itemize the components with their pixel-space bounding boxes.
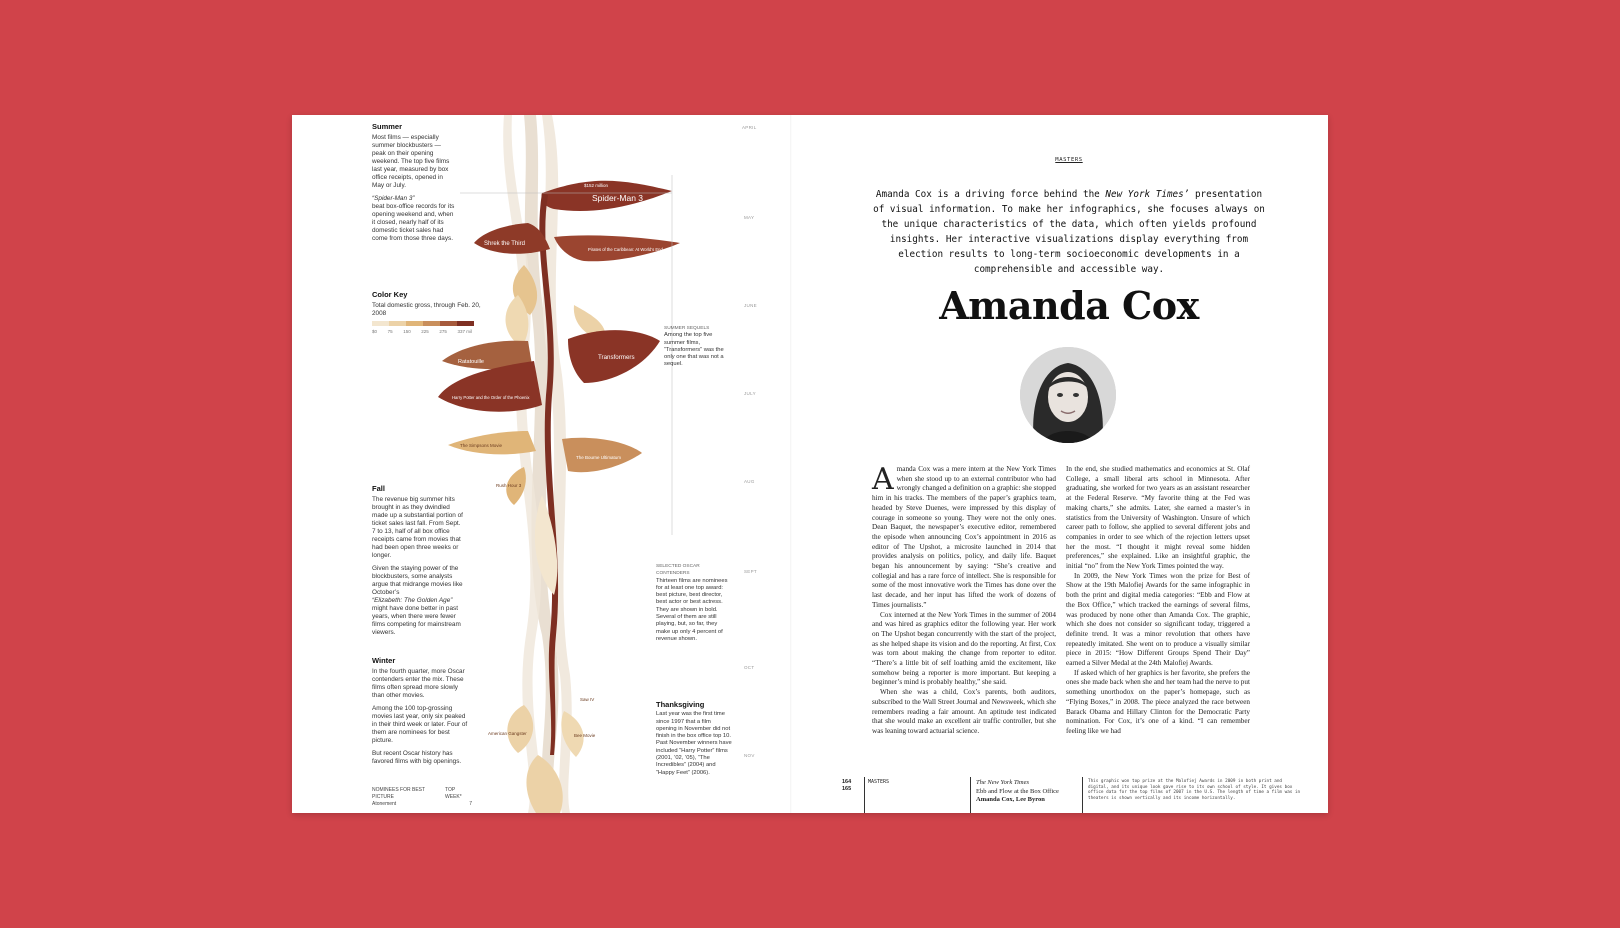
month-tick: NOV (744, 753, 755, 758)
winter-block (372, 657, 470, 771)
label-pirates: Pirates of the Caribbean: At World’s End (588, 247, 663, 252)
swatch (457, 321, 474, 326)
fall-block (372, 485, 464, 642)
key-label: 150 (403, 329, 411, 334)
footer-section: MASTERS (868, 779, 890, 785)
month-tick: OCT (744, 665, 755, 670)
article-column-1 (872, 462, 1056, 737)
article-title: Amanda Cox (939, 283, 1199, 328)
caption-publication: The New York Times (976, 779, 1030, 786)
spine-shadow (790, 115, 792, 813)
sequels-heading: SUMMER SEQUELS (664, 326, 710, 331)
footer-caption (976, 779, 1059, 805)
page-number-right: 165 (842, 786, 852, 792)
color-key-swatches (372, 321, 482, 326)
label-bourne: The Bourne Ultimatum (576, 455, 622, 460)
swatch (423, 321, 440, 326)
page-number-left: 164 (842, 779, 852, 785)
thanksgiving-heading: Thanksgiving (656, 700, 705, 709)
swatch (406, 321, 423, 326)
label-shrek: Shrek the Third (484, 241, 525, 247)
nominees-col1: NOMINEES FOR BEST PICTURE (372, 787, 425, 800)
winter-heading: Winter (372, 656, 396, 665)
month-tick: SEPT (744, 569, 757, 574)
oscar-heading: SELECTED OSCAR CONTENDERS (656, 564, 700, 577)
section-kicker: MASTERS (1055, 157, 1083, 163)
swatch (440, 321, 457, 326)
fall-p2: Given the staying power of the blockbusters, some analysts argue that midrange movies like October’s (372, 565, 463, 596)
footer-rule (970, 777, 971, 813)
page-numbers (842, 779, 851, 793)
intro-em: New York Times’ (1105, 189, 1190, 200)
label-spiderman: Spider-Man 3 (592, 193, 644, 203)
book-spread (292, 115, 1328, 813)
winter-p2: Among the 100 top-grossing movies last year, only six peaked in their third week or later. Four of them are nominees for best picture. (372, 705, 468, 744)
nominees-value: 7 (469, 801, 472, 807)
fall-heading: Fall (372, 484, 385, 493)
month-tick: APRIL (742, 125, 757, 130)
intro-paragraph (870, 187, 1268, 277)
month-tick: MAY (744, 215, 755, 220)
color-key (372, 291, 482, 336)
col1-p1: manda Cox was a mere intern at the New York Times when she stood up to an external contributor who had wrongly changed a definition on a graphic: she stopped him in his tracks. The members of the paper’s graphics team, headed by Steve Duenes, were impressed by this display of courage in someone so young. They were not the only ones. Dean Baquet, the newspaper’s executive editor, remembered the episode when announcing Cox’s appointment in 2016 as editor of The Upshot, a microsite launched in 2014 that provides analysis on politics, policy, and daily life. Baquet began his announcement by saying: “She’s creative and collegial and has a rare force of intellect. She is responsible for some of the most innovative work the Times has done over the last decade, and her input has lifted the work of dozens of Times journalists.” (872, 465, 1056, 609)
key-label: $0 (372, 329, 378, 334)
col2-p1: In the end, she studied mathematics and economics at St. Olaf College, a small liberal arts school in Minnesota. After graduating, she worked for two years as an assistant researcher at the Federal Reserve. “My favorite thing at the Fed was making charts,” she admits. Later, she earned a master’s in statistics from the University of Washington. Unsure of which career path to follow, she applied to several different jobs and companies in order to see which of the rejection letters upset her the most. “I thought it might reveal some hidden preferences,” she explained. Like an insightful graphic, the initial “no” from the New York Times pointed the way. (1066, 465, 1250, 571)
oscar-block (656, 563, 732, 648)
key-label: 75 (387, 329, 393, 334)
swatch (389, 321, 406, 326)
sequels-text: Among the top five summer films, “Transformers” was the only one that was not a sequel. (664, 332, 724, 368)
swatch (372, 321, 389, 326)
summer-p2: beat box-office records for its opening weekend and, when it closed, nearly half of its domestic ticket sales had come from those three days. (372, 203, 455, 242)
winter-p3: But recent Oscar history has favored films with big openings. (372, 750, 462, 765)
month-tick: JUNE (744, 303, 757, 308)
color-key-labels (372, 328, 472, 336)
footer-rule (864, 777, 865, 813)
oscar-text: Thirteen films are nominees for at least one top award: best picture, best director, best actor or best actress. They are shown in bold. Several of them are still playing, but, so far, they make up only 4 percent of revenue shown. (656, 577, 728, 642)
caption-authors: Amanda Cox, Lee Byron (976, 796, 1045, 803)
col1-p3: When she was a child, Cox’s parents, both auditors, subscribed to the Wall Street Journal and Newsweek, which she remembers reading a fair amount. An aptitude test indicated that she would make an excellent air traffic controller, but she was leaning toward actuarial science. (872, 688, 1056, 735)
label-gangster: American Gangster (488, 731, 527, 736)
nominees-row (372, 801, 472, 808)
label-saw: Saw IV (580, 697, 595, 702)
label-ratatouille: Ratatouille (458, 359, 484, 365)
thanksgiving-text: Last year was the first time since 1997 that a film opening in November did not finish in the box office top 10. Past November winners have included “Harry Potter” films (2001, ’02, ’05), “The Incredibles” (2004) and “Happy Feet” (2006). (656, 711, 732, 776)
color-key-sub: Total domestic gross, through Feb. 20, 2008 (372, 302, 481, 317)
fall-quote: “Elizabeth: The Golden Age” (372, 597, 453, 604)
caption-title: Ebb and Flow at the Box Office (976, 787, 1059, 795)
thanksgiving-block (656, 701, 732, 782)
sequels-block (664, 325, 724, 374)
footer-rule (1082, 777, 1083, 813)
key-label: 275 (439, 329, 447, 334)
key-label: 225 (421, 329, 429, 334)
label-harry: Harry Potter and the Order of the Phoenix (452, 395, 530, 400)
label-bee: Bee Movie (574, 733, 596, 738)
article-column-2 (1066, 465, 1250, 737)
fall-p1: The revenue big summer hits brought in as they dwindled made up a substantial portion of ticket sales last fall. From Sept. 7 to 13, half of all box office receipts came from movies that had been open three weeks or longer. (372, 496, 463, 559)
nominees-table (372, 787, 472, 808)
author-portrait (1020, 347, 1116, 443)
summer-heading: Summer (372, 122, 403, 131)
key-label: 337 mil (457, 329, 472, 334)
summer-quote: “Spider-Man 3” (372, 195, 415, 202)
color-key-heading: Color Key (372, 290, 408, 299)
intro-b: presentation of visual information. To make her infographics, she focuses always on the unique characteristics of the data, which often yields profound insights. Her interactive visualizations display everything from election results to long-term socioeconomic developments in a comprehensible and accessible way. (873, 189, 1265, 275)
summer-block (372, 123, 456, 248)
drop-cap: A (872, 462, 894, 497)
summer-p1: Most films — especially summer blockbusters — peak on their opening weekend. The top five films last year, measured by box office receipts, opened in May or July. (372, 134, 450, 189)
col2-p3: If asked which of her graphics is her favorite, she prefers the ones she made back when she and her team had the nerve to put something unorthodox on the paper’s homepage, such as “Flying Boxes,” in 2008. The piece analyzed the race between Barack Obama and Hillary Clinton for the Democratic Party nomination. For Cox, it’s one of a kind. “I can remember feeling like we had (1066, 668, 1250, 735)
label-simpsons: The Simpsons Movie (460, 443, 503, 448)
month-tick: AUG (744, 479, 755, 484)
nominees-header (372, 787, 472, 801)
label-opening: $152 million (584, 183, 609, 188)
right-page (810, 115, 1328, 813)
winter-p1: In the fourth quarter, more Oscar contenders enter the mix. These films often spread more slowly than other movies. (372, 668, 465, 699)
col2-p2: In 2009, the New York Times won the prize for Best of Show at the 19th Malofiej Awards for the same infographic in both the print and digital media categories: “Ebb and Flow at the Box Office,” which tracked the earnings of several films, was produced by none other than Amanda Cox. The graphic, which she does not consider so significant today, triggered a definite trend. It was a minor revolution that others have repeatedly imitated. She went on to produce a visually similar piece in 2015: “How Different Groups Spend Their Day” earned a Silver Medal at the 24th Malofiej Awards. (1066, 571, 1250, 668)
label-rush: Rush Hour 3 (496, 483, 522, 488)
nominees-title: Atonement (372, 801, 397, 807)
fall-p3: might have done better in past years, when there were fewer films competing for mainstream viewers. (372, 605, 461, 636)
page-footer (842, 767, 1328, 813)
caption-text: This graphic won top prize at the Malofiej Awards in 2009 in both print and digital, and its unique look gave rise to its own school of style. It gives box office data for the top films of 2007 in the U.S. The length of time a film was in theaters is shown vertically and its income horizontally. (1088, 779, 1301, 801)
month-tick: JULY (744, 391, 756, 396)
label-transformers: Transformers (598, 354, 635, 361)
nominees-col2: TOP WEEK* (445, 787, 462, 800)
col1-p2: Cox interned at the New York Times in the summer of 2004 and was hired as graphics editor the following year. Her work on The Upshot began concurrently with the start of the project, as she helped shape its vision and do the reporting. At first, Cox was torn about making the change from reporter to editor. “There’s a little bit of self loathing amid the excitement, like somehow being a reporter is more important. But keeping a beginner’s mind is probably healthy,” she said. (872, 610, 1056, 687)
intro-a: Amanda Cox is a driving force behind the (875, 189, 1106, 200)
